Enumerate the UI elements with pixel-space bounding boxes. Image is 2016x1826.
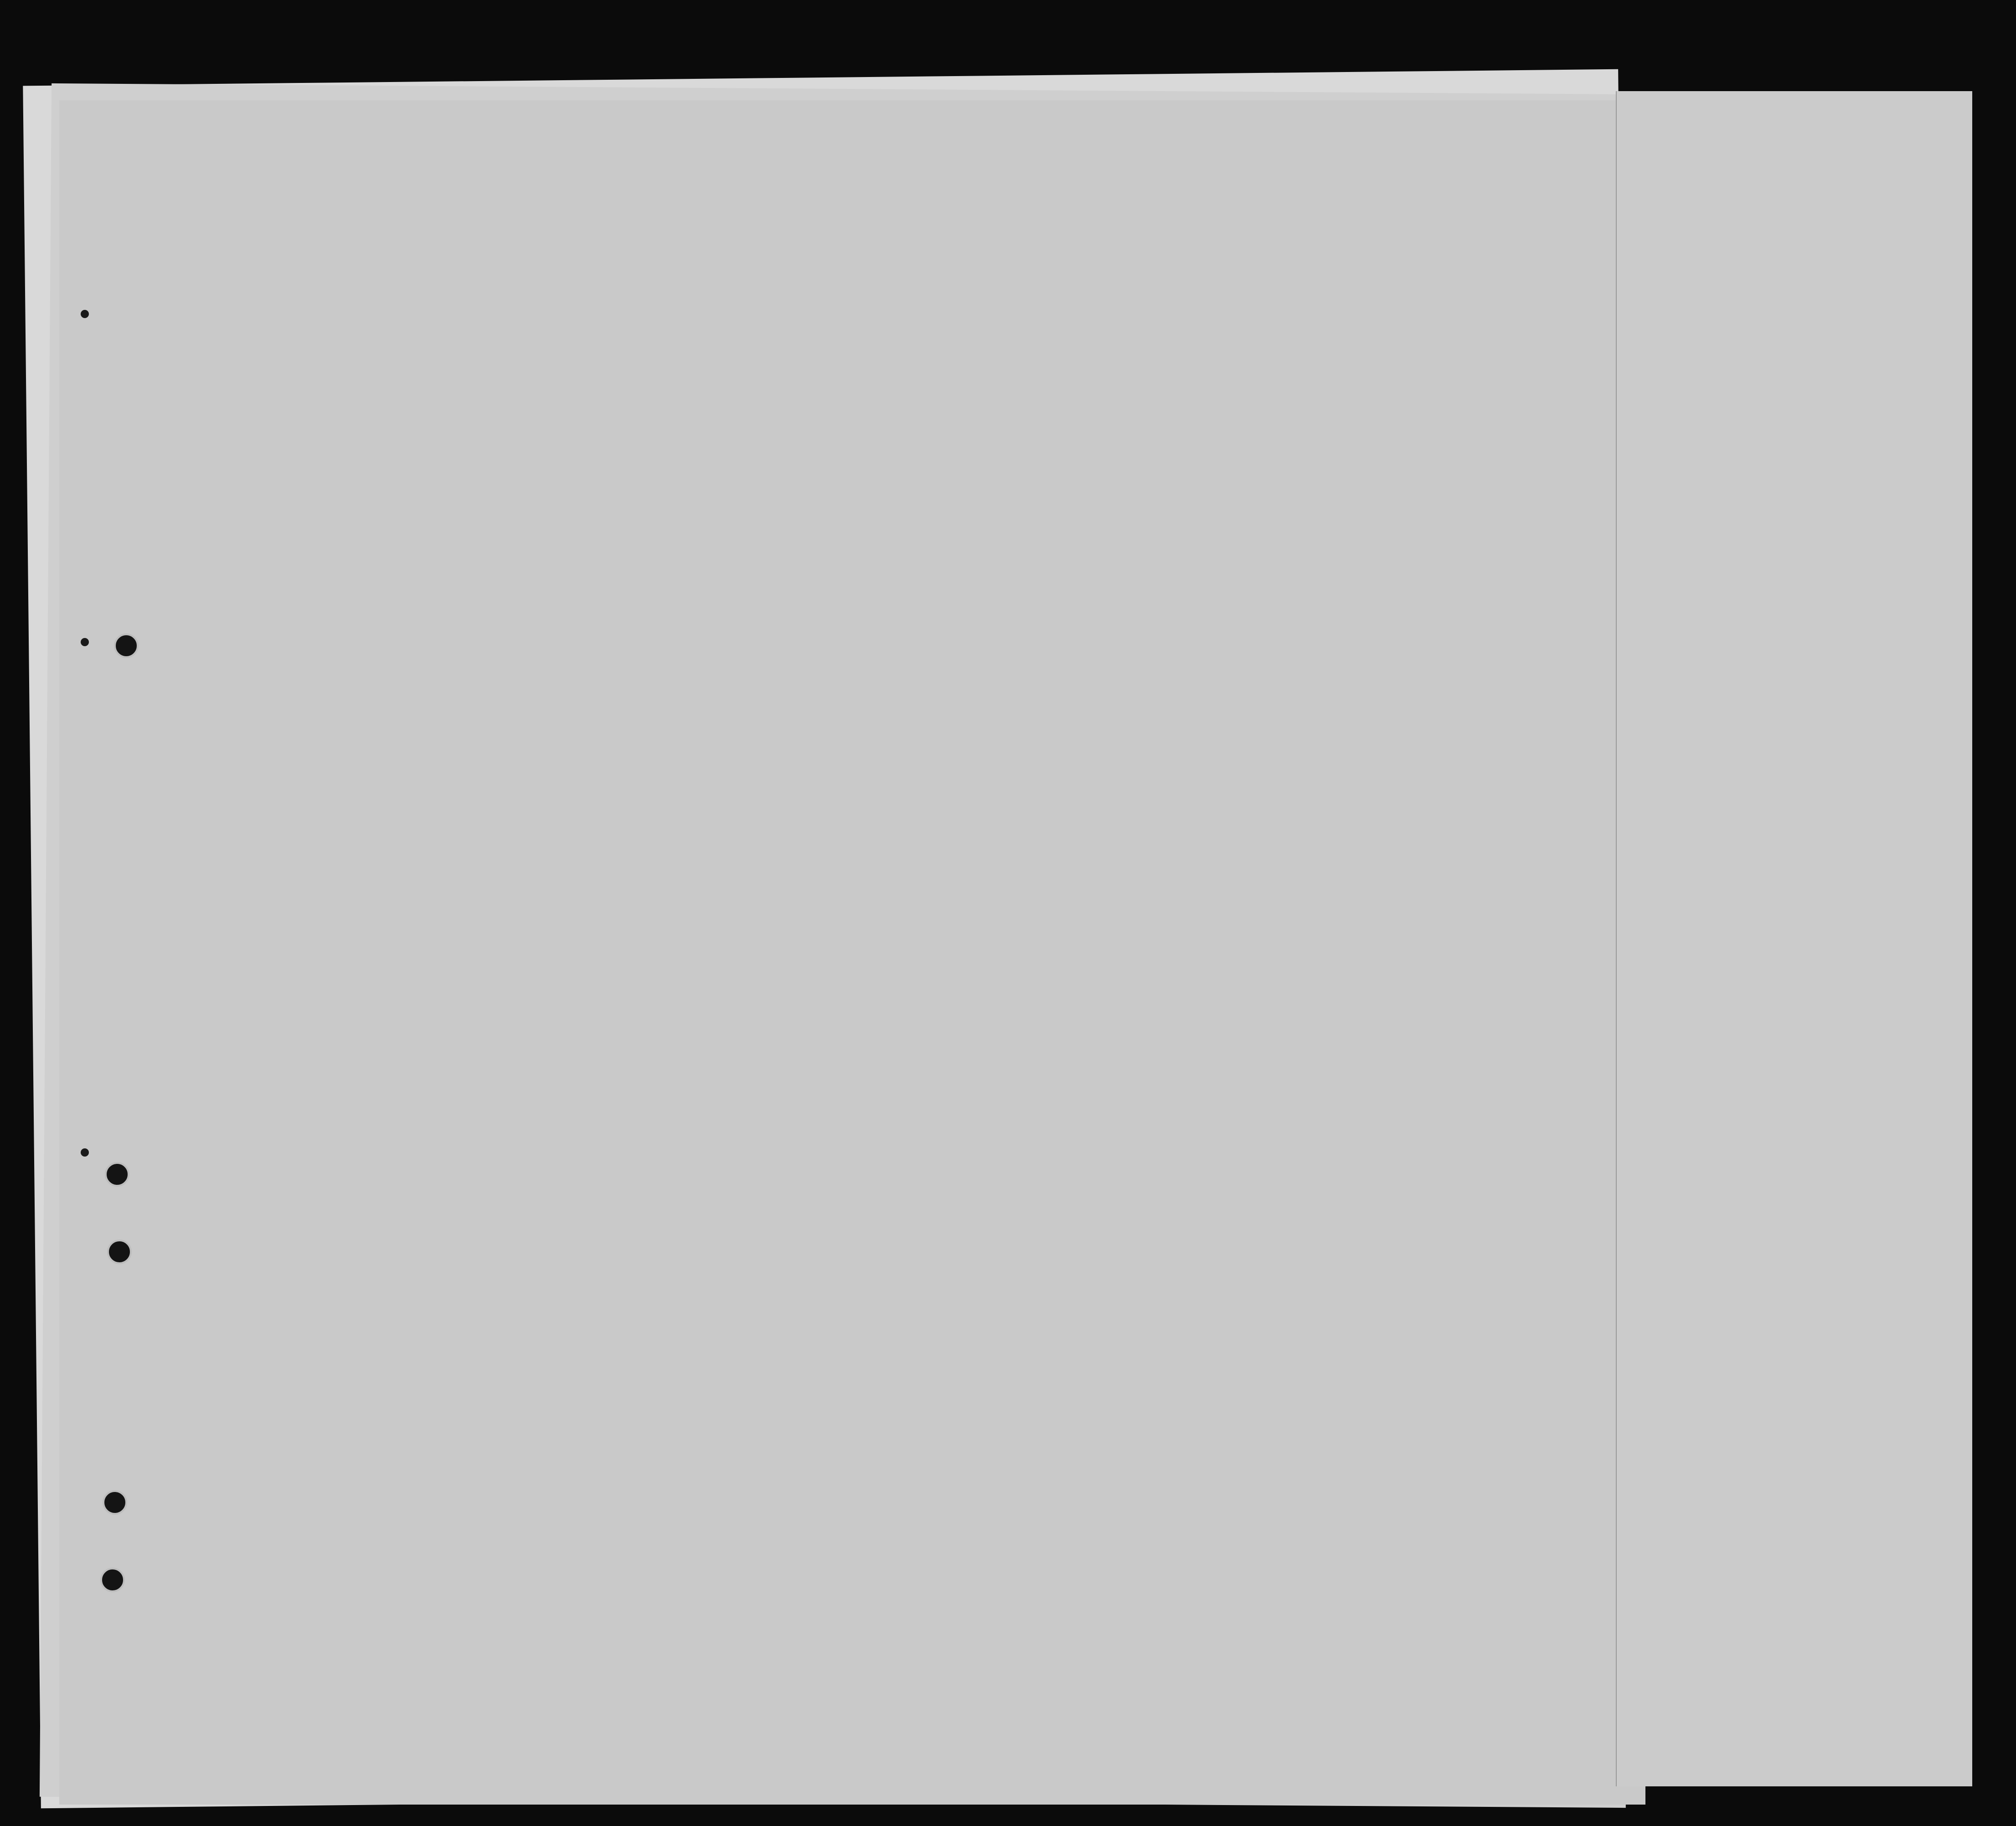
binder-rivet [81,638,89,646]
binder-hole [107,1240,132,1264]
binder-rivet [81,310,89,318]
binder-hole [100,1568,125,1592]
binder-hole [105,1162,129,1187]
binder-hole [103,1490,127,1515]
binder-rivet [81,1148,89,1157]
binder-hole [114,633,139,658]
